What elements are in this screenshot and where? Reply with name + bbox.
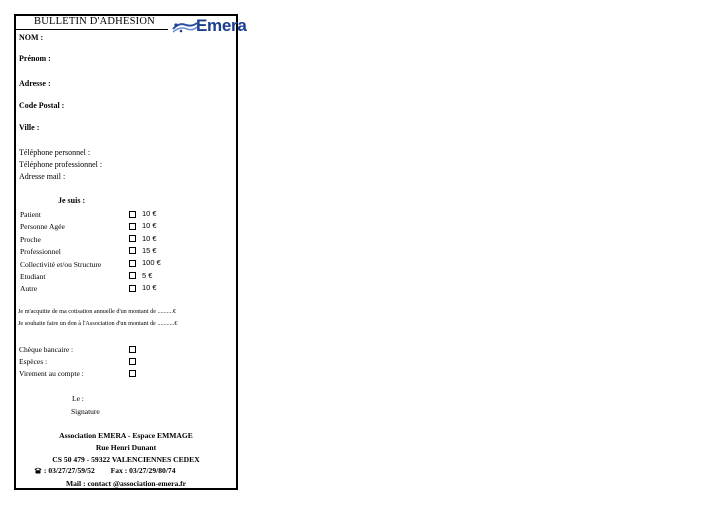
membership-heading: Je suis : bbox=[58, 196, 86, 205]
option-checkbox[interactable] bbox=[129, 223, 136, 230]
payment-checkbox[interactable] bbox=[129, 370, 136, 377]
date-label: Le : bbox=[72, 394, 84, 403]
footer-fax: Fax : 03/27/29/80/74 bbox=[110, 466, 176, 475]
option-price: 10 € bbox=[142, 234, 157, 243]
payment-label: Chèque bancaire : bbox=[19, 345, 74, 354]
footer-city: CS 50 479 - 59322 VALENCIENNES CEDEX bbox=[52, 455, 200, 464]
payment-label: Virement au compte : bbox=[19, 369, 84, 378]
option-label: Etudiant bbox=[20, 272, 46, 281]
logo-mark-icon bbox=[172, 20, 198, 34]
option-checkbox[interactable] bbox=[129, 260, 136, 267]
option-checkbox[interactable] bbox=[129, 272, 136, 279]
membership-form bbox=[14, 14, 247, 490]
option-checkbox[interactable] bbox=[129, 211, 136, 218]
option-price: 5 € bbox=[142, 271, 153, 280]
option-label: Collectivité et/ou Structure bbox=[20, 260, 102, 269]
title-underline bbox=[16, 29, 168, 30]
payment-checkbox[interactable] bbox=[129, 358, 136, 365]
emera-logo bbox=[172, 16, 247, 36]
field-adresse-mail: Adresse mail : bbox=[19, 172, 66, 181]
footer-association: Association EMERA - Espace EMMAGE bbox=[59, 431, 193, 440]
field-telephone-personnel: Téléphone personnel : bbox=[19, 148, 91, 157]
option-label: Patient bbox=[20, 210, 41, 219]
option-label: Autre bbox=[20, 284, 38, 293]
field-nom: NOM : bbox=[19, 33, 44, 42]
option-price: 100 € bbox=[142, 258, 161, 267]
option-price: 15 € bbox=[142, 246, 157, 255]
telephone-icon bbox=[34, 467, 42, 474]
form-title: BULLETIN D'ADHESION bbox=[34, 16, 155, 27]
option-checkbox[interactable] bbox=[129, 247, 136, 254]
footer-street: Rue Henri Dunant bbox=[95, 443, 157, 452]
field-ville: Ville : bbox=[19, 123, 40, 132]
payment-checkbox[interactable] bbox=[129, 346, 136, 353]
field-code-postal: Code Postal : bbox=[19, 101, 65, 110]
field-prenom: Prénom : bbox=[19, 54, 51, 63]
option-price: 10 € bbox=[142, 221, 157, 230]
footer-contact-line bbox=[34, 466, 176, 475]
signature-label: Signature bbox=[71, 407, 100, 416]
option-checkbox[interactable] bbox=[129, 285, 136, 292]
footer-mail: Mail : contact @association-emera.fr bbox=[65, 479, 187, 488]
logo-wordmark: Emera bbox=[196, 16, 247, 35]
option-price: 10 € bbox=[142, 283, 157, 292]
payment-label: Espèces : bbox=[19, 357, 48, 366]
field-adresse: Adresse : bbox=[19, 79, 51, 88]
option-label: Proche bbox=[20, 235, 41, 244]
option-label: Professionnel bbox=[20, 247, 61, 256]
don-statement: Je souhaite faire un don à l'Association d'un montant de ...........€ bbox=[18, 320, 178, 327]
option-label: Personne Agée bbox=[20, 222, 65, 231]
option-price: 10 € bbox=[142, 209, 157, 218]
footer-phone: : 03/27/27/59/52 bbox=[43, 466, 95, 475]
field-telephone-professionnel: Téléphone professionnel : bbox=[19, 160, 103, 169]
option-checkbox[interactable] bbox=[129, 235, 136, 242]
cotisation-statement: Je m'acquitte de ma cotisation annuelle d'un montant de ..........€ bbox=[18, 308, 177, 315]
